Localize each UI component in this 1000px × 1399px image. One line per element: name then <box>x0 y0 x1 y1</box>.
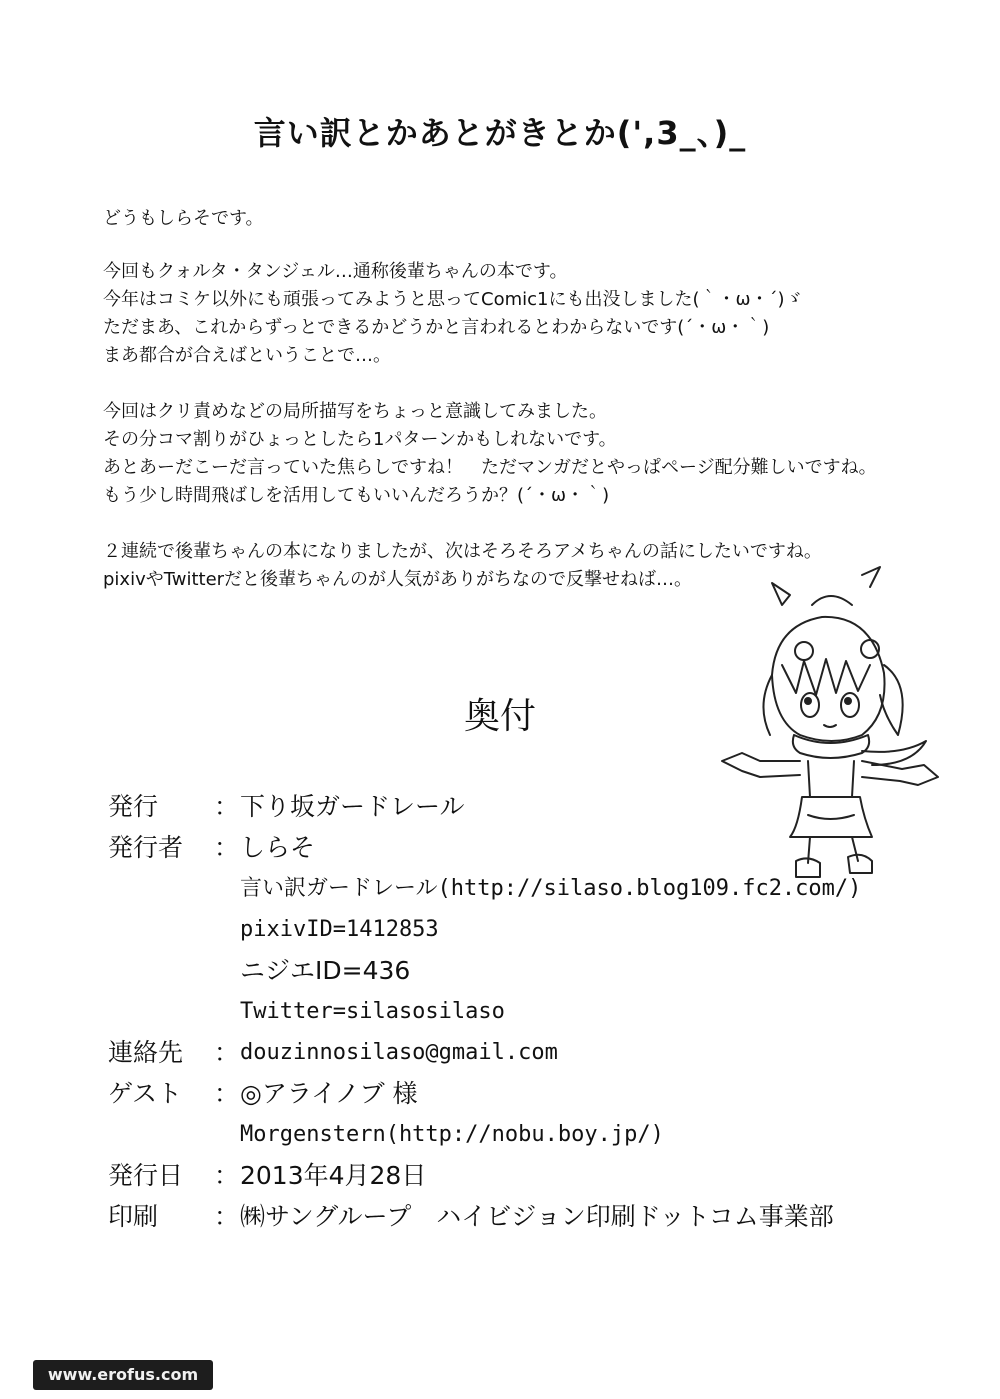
row-label: 印刷 <box>108 1202 159 1231</box>
afterword-paragraph-2 <box>103 258 933 370</box>
text-line: 今年はコミケ以外にも頑張ってみようと思ってComic1にも出没しました(｀・ω・´)ゞ <box>103 289 803 310</box>
colophon-row-twitter <box>108 991 908 1032</box>
row-value: ㈱サングループ ハイビジョン印刷ドットコム事業部 <box>240 1202 834 1231</box>
text-line: 今回もクォルタ・タンジェル…通称後輩ちゃんの本です。 <box>103 261 568 282</box>
row-value: ◎アライノブ 様 <box>240 1079 418 1108</box>
row-value: Twitter=silasosilaso <box>240 999 505 1024</box>
row-separator: ： <box>214 1161 240 1190</box>
colophon-row-blog <box>108 868 908 909</box>
colophon-table <box>108 786 908 1237</box>
colophon-row-guest-site <box>108 1114 908 1155</box>
row-label: 連絡先 <box>108 1038 184 1067</box>
text-line: その分コマ割りがひょっとしたら1パターンかもしれないです。 <box>103 429 617 450</box>
site-watermark: www.erofus.com <box>33 1360 213 1390</box>
text-line: もう少し時間飛ばしを活用してもいいんだろうか？(´・ω・｀) <box>103 485 610 506</box>
row-separator: ： <box>214 833 240 862</box>
colophon-row-nijie <box>108 950 908 991</box>
text-line: ２連続で後輩ちゃんの本になりましたが、次はそろそろアメちゃんの話にしたいですね。 <box>103 541 822 562</box>
row-label: 発行 <box>108 792 159 821</box>
colophon-row-guest <box>108 1073 908 1114</box>
colophon-row-author <box>108 827 908 868</box>
text-line: どうもしらそです。 <box>103 208 264 229</box>
row-label: ゲスト <box>108 1079 183 1108</box>
guest-site-link[interactable]: Morgenstern(http://nobu.boy.jp/) <box>240 1122 664 1147</box>
colophon-row-printer <box>108 1196 908 1237</box>
blog-link[interactable]: 言い訳ガードレール(http://silaso.blog109.fc2.com/) <box>240 876 862 901</box>
text-line: ただまあ、これからずっとできるかどうかと言われるとわからないです(´・ω・｀) <box>103 317 770 338</box>
colophon-heading: 奥付 <box>463 696 536 737</box>
row-value: 2013年4月28日 <box>240 1161 427 1190</box>
text-line: pixivやTwitterだと後輩ちゃんのが人気がありがちなので反撃せねば…。 <box>103 569 693 590</box>
row-value: しらそ <box>240 833 316 862</box>
row-label: 発行日 <box>108 1161 184 1190</box>
text-line: あとあーだこーだ言っていた焦らしですね！ ただマンガだとやっぱページ配分難しいですね。 <box>103 457 877 478</box>
row-value: ニジエID=436 <box>240 956 411 985</box>
colophon-row-publisher <box>108 786 908 827</box>
row-separator: ： <box>214 1202 240 1231</box>
row-separator: ： <box>214 1079 240 1108</box>
text-line: 今回はクリ責めなどの局所描写をちょっと意識してみました。 <box>103 401 607 422</box>
email-link[interactable]: douzinnosilaso@gmail.com <box>240 1040 558 1065</box>
text-line: まあ都合が合えばということで…。 <box>103 345 391 366</box>
colophon-row-date <box>108 1155 908 1196</box>
row-separator: ： <box>214 1038 240 1067</box>
colophon-row-pixiv <box>108 909 908 950</box>
row-value: 下り坂ガードレール <box>240 792 465 821</box>
afterword-paragraph-1 <box>103 205 933 233</box>
row-value: pixivID=1412853 <box>240 917 439 942</box>
colophon-row-contact <box>108 1032 908 1073</box>
afterword-paragraph-3 <box>103 398 933 510</box>
row-label: 発行者 <box>108 833 184 862</box>
afterword-title: 言い訳とかあとがきとか(',3_、)_ <box>253 114 747 152</box>
row-separator: ： <box>214 792 240 821</box>
